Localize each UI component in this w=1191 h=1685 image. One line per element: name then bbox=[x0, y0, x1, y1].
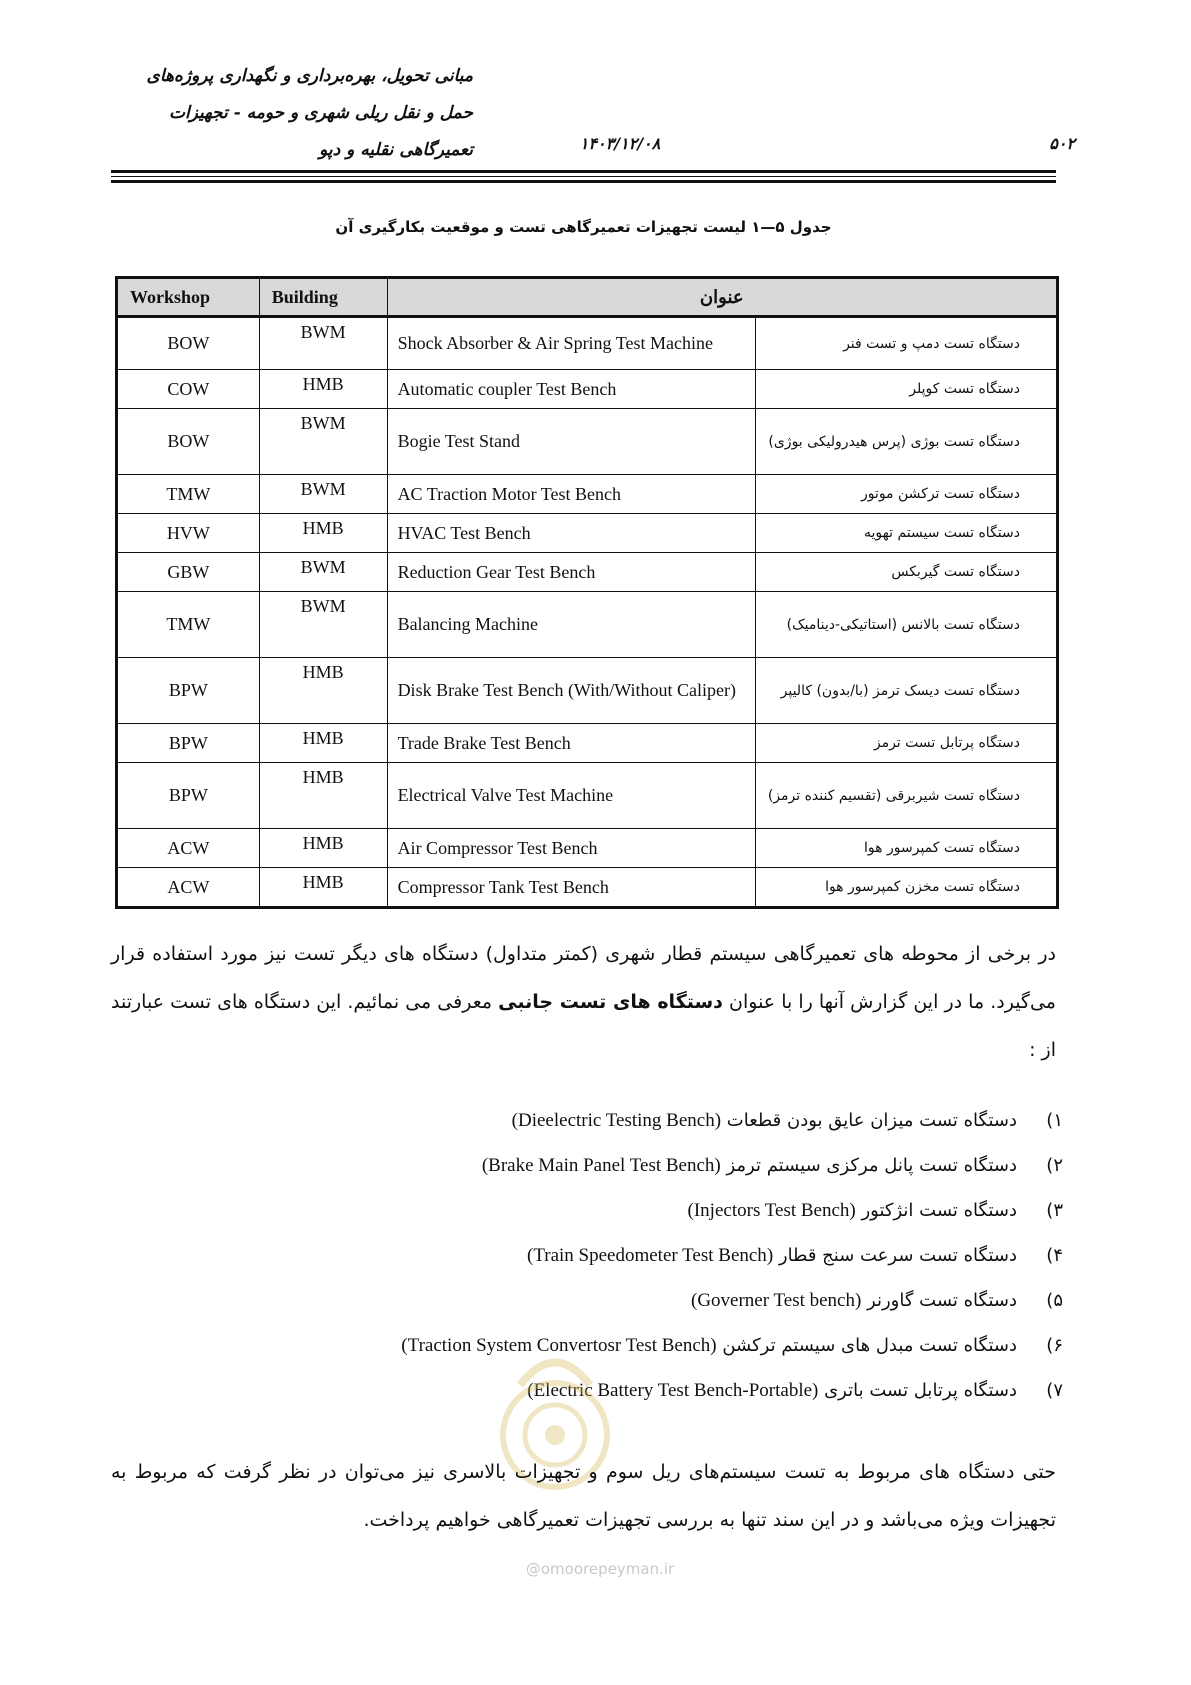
workshop-cell: TMW bbox=[117, 592, 260, 658]
list-item-persian: دستگاه تست پانل مرکزی سیستم ترمز bbox=[726, 1155, 1017, 1176]
list-item bbox=[401, 1098, 1063, 1143]
table-row bbox=[117, 724, 1058, 763]
list-item-number: ۲) bbox=[1046, 1155, 1063, 1176]
workshop-cell: BPW bbox=[117, 763, 260, 829]
building-cell: HMB bbox=[259, 370, 387, 409]
table-caption: جدول ۵—۱ لیست تجهیزات تعمیرگاهی تست و موقعیت بکارگیری آن bbox=[335, 218, 832, 236]
list-item-persian: دستگاه تست میزان عایق بودن قطعات bbox=[726, 1110, 1017, 1131]
building-cell: HMB bbox=[259, 724, 387, 763]
list-item-english: (Traction System Convertosr Test Bench) bbox=[401, 1335, 717, 1356]
persian-title-cell: دستگاه تست کوپلر bbox=[756, 370, 1058, 409]
table-row bbox=[117, 370, 1058, 409]
list-item-english: (Governer Test bench) bbox=[691, 1290, 862, 1311]
table-row bbox=[117, 868, 1058, 908]
list-item-number: ۴) bbox=[1046, 1245, 1063, 1266]
building-cell: BWM bbox=[259, 553, 387, 592]
header-rule-thick bbox=[111, 170, 1056, 173]
list-item-number: ۵) bbox=[1046, 1290, 1063, 1311]
table-row bbox=[117, 475, 1058, 514]
workshop-cell: HVW bbox=[117, 514, 260, 553]
persian-title-cell: دستگاه تست بوژی (پرس هیدرولیکی بوژی) bbox=[756, 409, 1058, 475]
page-number: ۵۰۲ bbox=[1049, 134, 1075, 153]
english-title-cell: Compressor Tank Test Bench bbox=[387, 868, 756, 908]
building-cell: BWM bbox=[259, 317, 387, 370]
workshop-cell: BPW bbox=[117, 658, 260, 724]
workshop-cell: BPW bbox=[117, 724, 260, 763]
list-item-persian: دستگاه تست گاورنر bbox=[867, 1290, 1017, 1311]
english-title-cell: Shock Absorber & Air Spring Test Machine bbox=[387, 317, 756, 370]
building-cell: HMB bbox=[259, 514, 387, 553]
header-title-line-1: مبانی تحویل، بهره‌برداری و نگهداری پروژه‌های bbox=[146, 66, 473, 86]
persian-title-cell: دستگاه تست ترکشن موتور bbox=[756, 475, 1058, 514]
table-row bbox=[117, 829, 1058, 868]
header-title: عنوان bbox=[387, 278, 1057, 317]
header-rule-thin bbox=[111, 176, 1056, 177]
intro-paragraph bbox=[111, 930, 1056, 1074]
english-title-cell: HVAC Test Bench bbox=[387, 514, 756, 553]
header-workshop: Workshop bbox=[117, 278, 260, 317]
persian-title-cell: دستگاه تست دمپ و تست فنر bbox=[756, 317, 1058, 370]
persian-title-cell: دستگاه تست دیسک ترمز (با/بدون) کالیپر bbox=[756, 658, 1058, 724]
english-title-cell: Disk Brake Test Bench (With/Without Caliper) bbox=[387, 658, 756, 724]
list-item-english: (Brake Main Panel Test Bench) bbox=[481, 1155, 721, 1176]
english-title-cell: Reduction Gear Test Bench bbox=[387, 553, 756, 592]
header-date: ۱۴۰۳/۱۲/۰۸ bbox=[579, 134, 661, 153]
persian-title-cell: دستگاه تست سیستم تهویه bbox=[756, 514, 1058, 553]
list-item-persian: دستگاه تست سرعت سنج قطار bbox=[778, 1245, 1017, 1266]
list-item-persian: دستگاه پرتابل تست باتری bbox=[824, 1380, 1017, 1401]
watermark-url: @omoorepeyman.ir bbox=[525, 1560, 675, 1578]
table-row bbox=[117, 409, 1058, 475]
building-cell: BWM bbox=[259, 592, 387, 658]
building-cell: HMB bbox=[259, 868, 387, 908]
list-item-persian: دستگاه تست مبدل های سیستم ترکشن bbox=[722, 1335, 1017, 1356]
list-item-english: (Train Speedometer Test Bench) bbox=[526, 1245, 774, 1266]
list-item-english: (Injectors Test Bench) bbox=[687, 1200, 856, 1221]
persian-title-cell: دستگاه تست گیربکس bbox=[756, 553, 1058, 592]
list-item bbox=[401, 1278, 1063, 1323]
building-cell: BWM bbox=[259, 409, 387, 475]
header-title-line-3: تعمیرگاهی نقلیه و دپو bbox=[319, 140, 473, 160]
workshop-cell: ACW bbox=[117, 868, 260, 908]
workshop-cell: TMW bbox=[117, 475, 260, 514]
building-cell: HMB bbox=[259, 763, 387, 829]
list-item bbox=[401, 1233, 1063, 1278]
building-cell: BWM bbox=[259, 475, 387, 514]
table-row bbox=[117, 553, 1058, 592]
english-title-cell: Air Compressor Test Bench bbox=[387, 829, 756, 868]
list-item-persian: دستگاه تست انژکتور bbox=[861, 1200, 1017, 1221]
list-item-number: ۶) bbox=[1046, 1335, 1063, 1356]
english-title-cell: AC Traction Motor Test Bench bbox=[387, 475, 756, 514]
table-body bbox=[117, 317, 1058, 908]
persian-title-cell: دستگاه تست بالانس (استاتیکی-دینامیک) bbox=[756, 592, 1058, 658]
building-cell: HMB bbox=[259, 829, 387, 868]
intro-text-bold: دستگاه های تست جانبی bbox=[498, 991, 723, 1013]
persian-title-cell: دستگاه تست شیربرقی (تقسیم کننده ترمز) bbox=[756, 763, 1058, 829]
header-title-line-2: حمل و نقل ریلی شهری و حومه - تجهیزات bbox=[168, 103, 473, 123]
list-item-number: ۳) bbox=[1046, 1200, 1063, 1221]
workshop-cell: BOW bbox=[117, 317, 260, 370]
workshop-cell: COW bbox=[117, 370, 260, 409]
workshop-cell: ACW bbox=[117, 829, 260, 868]
table-header-row bbox=[117, 278, 1058, 317]
english-title-cell: Automatic coupler Test Bench bbox=[387, 370, 756, 409]
header-rule-thick-2 bbox=[111, 180, 1056, 183]
table-row bbox=[117, 514, 1058, 553]
list-item-number: ۷) bbox=[1046, 1380, 1063, 1401]
intro-text-after: معرفی می نمائیم. این دستگاه های تست عبارتند از : bbox=[111, 991, 1056, 1061]
equipment-table bbox=[115, 276, 1059, 909]
table-row bbox=[117, 317, 1058, 370]
list-item-english: (Dieelectric Testing Bench) bbox=[511, 1110, 722, 1131]
english-title-cell: Trade Brake Test Bench bbox=[387, 724, 756, 763]
building-cell: HMB bbox=[259, 658, 387, 724]
persian-title-cell: دستگاه تست کمپرسور هوا bbox=[756, 829, 1058, 868]
list-item-english: (Electric Battery Test Bench-Portable) bbox=[527, 1380, 819, 1401]
persian-title-cell: دستگاه تست مخزن کمپرسور هوا bbox=[756, 868, 1058, 908]
english-title-cell: Electrical Valve Test Machine bbox=[387, 763, 756, 829]
intro-text-before: در برخی از محوطه های تعمیرگاهی سیستم قطار شهری (کمتر متداول) دستگاه های دیگر تست نیز مورد استفاده قرار می‌گیرد. ما در این گزارش آنها را با عنوان bbox=[111, 943, 1056, 1013]
table-row bbox=[117, 763, 1058, 829]
closing-paragraph: حتی دستگاه های مربوط به تست سیستم‌های ریل سوم و تجهیزات بالاسری نیز می‌توان در نظر گرفت که مربوط به تجهیزات ویژه می‌باشد و در این سند تنها به بررسی تجهیزات تعمیرگاهی خواهیم پرداخت. bbox=[111, 1461, 1056, 1531]
workshop-cell: BOW bbox=[117, 409, 260, 475]
english-title-cell: Balancing Machine bbox=[387, 592, 756, 658]
list-item bbox=[401, 1188, 1063, 1233]
persian-title-cell: دستگاه پرتابل تست ترمز bbox=[756, 724, 1058, 763]
english-title-cell: Bogie Test Stand bbox=[387, 409, 756, 475]
workshop-cell: GBW bbox=[117, 553, 260, 592]
list-item-number: ۱) bbox=[1046, 1110, 1063, 1131]
list-item bbox=[401, 1143, 1063, 1188]
table-row bbox=[117, 592, 1058, 658]
header-building: Building bbox=[259, 278, 387, 317]
table-row bbox=[117, 658, 1058, 724]
